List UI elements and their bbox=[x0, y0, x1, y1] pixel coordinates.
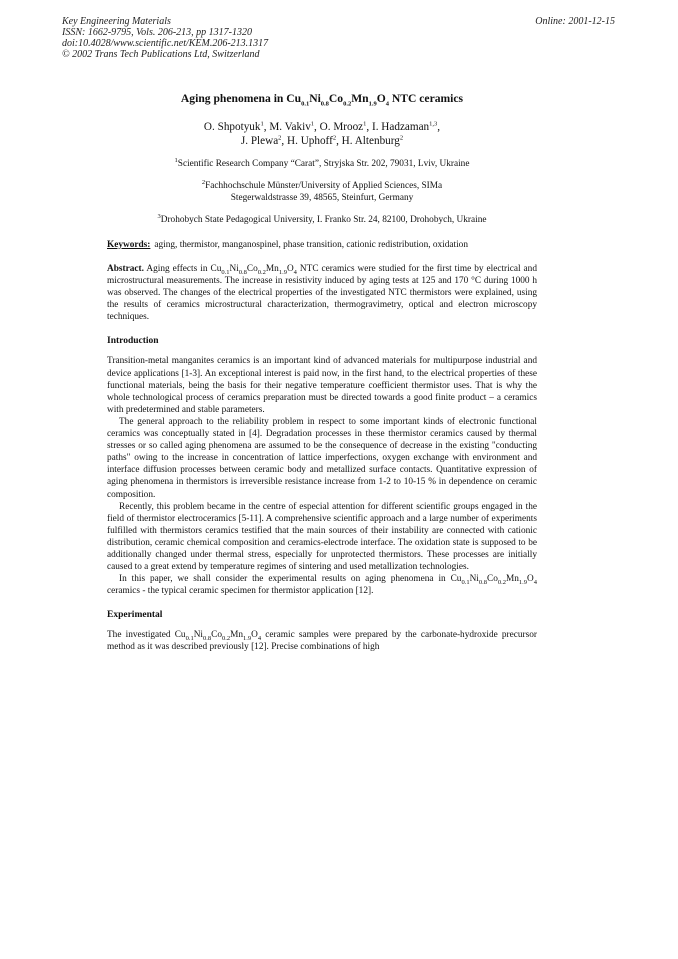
keywords-text: aging, thermistor, manganospinel, phase transition, cationic redistribution, oxidation bbox=[154, 240, 468, 250]
abstract-label: Abstract. bbox=[107, 264, 144, 274]
author-name: H. Altenburg bbox=[341, 135, 400, 147]
author-line-2: J. Plewa$^2$, H. Uphoff$^2$, H. Altenburg$^2$ bbox=[240, 134, 404, 147]
introduction-paragraph-4: In this paper, we shall consider the experimental results on aging phenomena in $Cu_{0.1}Ni_{0.8}Co_{0.2}Mn_{1.9}O_4$ ceramics - the typical ceramic specimen for thermistor application [12]. bbox=[107, 574, 537, 597]
author-name: O. Mrooz bbox=[319, 121, 364, 133]
formula: $Cu_{0.1}Ni_{0.8}Co_{0.2}Mn_{1.9}O_4$ bbox=[450, 574, 537, 587]
journal-header bbox=[62, 16, 268, 60]
affiliation-3: $^3$Drohobych State Pedagogical University, I. Franko Str. 24, 82100, Drohobych, Ukraine bbox=[157, 212, 487, 225]
paper-body bbox=[107, 92, 537, 654]
online-date: Online: 2001-12-15 bbox=[535, 16, 615, 27]
introduction-paragraph-1: Transition-metal manganites ceramics is an important kind of advanced materials for multipurpose industrial and device applications [1-3]. An exceptional interest is paid now, in the first hand, to the electrical properties of these functional materials, being the basis for their negative temperature coefficient thermistor uses. That is why the whole technological process of ceramics preparation must be directed towards a good finite product – a ceramics with predetermined and stable parameters. bbox=[107, 356, 537, 415]
abstract: Abstract. Aging effects in $Cu_{0.1}Ni_{0.8}Co_{0.2}Mn_{1.9}O_4$ NTC ceramics were studied for the first time by electrical and microstructural measurements. The increase in resistivity induced by aging tests at 125 and 170 °C during 1000 h was observed. The changes of the electrical properties of the investigated NTC thermistors were explained, using the results of ceramics microstructural characterization, thermogravimetry, optical and electron microscopy techniques. bbox=[107, 264, 537, 323]
journal-doi: doi:10.4028/www.scientific.net/KEM.206-213.1317 bbox=[62, 38, 269, 49]
journal-copyright: © 2002 Trans Tech Publications Ltd, Switzerland bbox=[62, 49, 260, 60]
introduction-paragraph-2: The general approach to the reliability problem in respect to some important kinds of electronic functional ceramics was conceptually stated in [4]. Degradation processes in these thermistor ceramics caused by thermal stresses or so called aging phenomena are assumed to be the consequence of decrease in the existing "conducting paths" owing to the increase in concentration of lattice imperfections, oxygen exchange with environment and interface diffusion processes between ceramic body and metallized surface contacts. Quantitative expression of aging phenomena in thermistors is irreversible resistance increase from 1-2 to 10-15 % in dependence on ceramic composition. bbox=[107, 416, 537, 500]
author-list bbox=[107, 120, 537, 148]
formula: $Cu_{0.1}Ni_{0.8}Co_{0.2}Mn_{1.9}O_4$ bbox=[174, 630, 262, 643]
journal-issn: ISSN: 1662-9795, Vols. 206-213, pp 1317-1320 bbox=[62, 27, 252, 38]
introduction-heading: Introduction bbox=[107, 336, 159, 347]
author-name: J. Plewa bbox=[240, 135, 279, 147]
affiliation-2: $^2$Fachhochschule Münster/University of Applied Sciences, SIMa Stegerwaldstrasse 39, 48565, Steinfurt, Germany bbox=[201, 178, 443, 203]
author-name: M. Vakiv bbox=[269, 121, 311, 133]
keywords bbox=[107, 239, 537, 251]
formula: $Cu_{0.1}Ni_{0.8}Co_{0.2}Mn_{1.9}O_4$ bbox=[210, 264, 297, 276]
author-name: I. Hadzaman bbox=[371, 121, 430, 133]
author-name: H. Uphoff bbox=[287, 135, 333, 147]
affiliation-1: $^1$Scientific Research Company “Carat”, Stryjska Str. 202, 79031, Lviv, Ukraine bbox=[174, 156, 470, 169]
experimental-heading: Experimental bbox=[107, 610, 163, 621]
journal-name: Key Engineering Materials bbox=[62, 16, 171, 27]
keywords-label: Keywords: bbox=[107, 240, 151, 250]
paper-title: Aging phenomena in $Cu_{0.1}Ni_{0.8}Co_{0.2}Mn_{1.9}O_4$ NTC ceramics bbox=[180, 92, 464, 108]
author-name: O. Shpotyuk bbox=[203, 121, 261, 133]
introduction-paragraph-3: Recently, this problem became in the centre of especial attention for different scientific groups engaged in the field of thermistor electroceramics [5-11]. A comprehensive scientific approach and a large number of experiments fulfilled with thermistors ceramics testified that the main sources of their instability are connected with cationic distribution, ceramic chemical composition and ceramics-electrode interface. The oxidation state is supposed to be additionally changed under thermal stress, especially for unprotected thermistors. These processes are initially caused to a great extend by temperature regimes of sintering and used metallization technologies. bbox=[107, 501, 537, 573]
experimental-paragraph-1: The investigated $Cu_{0.1}Ni_{0.8}Co_{0.2}Mn_{1.9}O_4$ ceramic samples were prepared by the carbonate-hydroxide precursor method as it was described previously [12]. Precise combinations of high bbox=[107, 630, 537, 653]
author-line-1: O. Shpotyuk$^1$, M. Vakiv$^1$, O. Mrooz$^1$, I. Hadzaman$^{1,3}$, bbox=[203, 120, 441, 133]
